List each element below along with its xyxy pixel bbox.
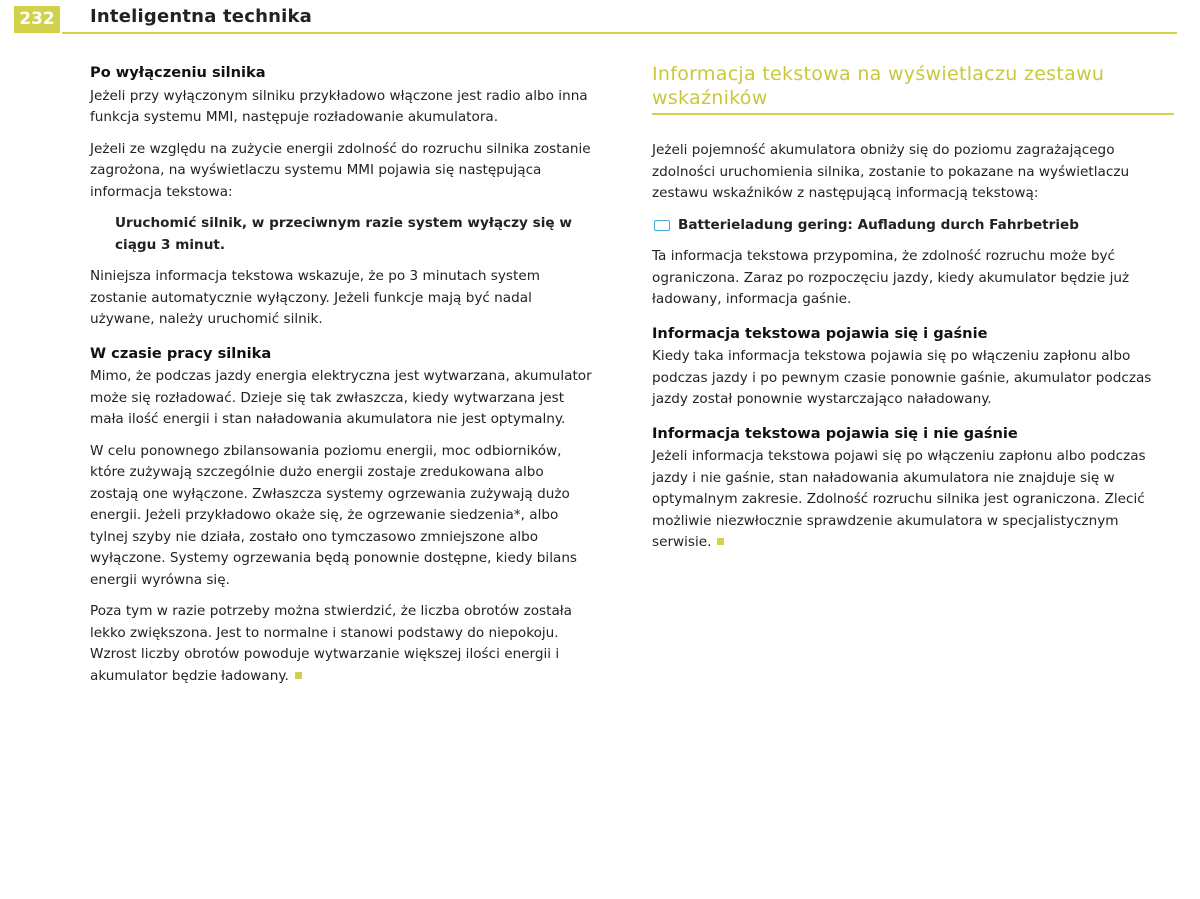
section-title: Informacja tekstowa na wyświetlaczu zestawu wskaźników bbox=[652, 63, 1105, 109]
mmi-message: Uruchomić silnik, w przeciwnym razie system wyłączy się w ciągu 3 minut. bbox=[115, 215, 572, 253]
left-column bbox=[90, 62, 595, 697]
paragraph: Mimo, że podczas jazdy energia elektryczna jest wytwarzana, akumulator może się rozładować. Dzieje się tak zwłaszcza, kiedy wytwarzana jest mała ilość energii i stan naładowania akumulatora nie jest optymalny. bbox=[90, 368, 592, 427]
header-divider bbox=[62, 32, 1177, 34]
heading-engine-running: W czasie pracy silnika bbox=[90, 344, 272, 362]
section-end-icon bbox=[295, 672, 302, 679]
paragraph: Jeżeli ze względu na zużycie energii zdolność do rozruchu silnika zostanie zagrożona, na wyświetlaczu systemu MMI pojawia się następująca informacja tekstowa: bbox=[90, 140, 591, 200]
paragraph bbox=[652, 446, 1164, 554]
heading-appears-and-goes-out: Informacja tekstowa pojawia się i gaśnie bbox=[652, 324, 988, 342]
display-message-text: Batterieladung gering: Aufladung durch Fahrbetrieb bbox=[678, 216, 1079, 233]
right-column bbox=[652, 62, 1164, 564]
paragraph: W celu ponownego zbilansowania poziomu energii, moc odbiorników, które zużywają szczególnie dużo energii zostaje zredukowana albo zostają one wyłączone. Zwłaszcza systemy ogrzewania zużywają dużo energii. Jeżeli przykładowo okaże się, że ogrzewanie siedzenia*, albo tylnej szyby nie działa, zostało ono tymczasowo zmniejszone albo wyłączone. Systemy ogrzewania będą ponownie dostępne, kiedy bilans energii wyrówna się. bbox=[90, 442, 578, 588]
paragraph: Kiedy taka informacja tekstowa pojawia się po włączeniu zapłonu albo podczas jazdy i po pewnym czasie ponownie gaśnie, akumulator podczas jazdy został ponownie wystarczająco naładowany. bbox=[652, 348, 1152, 407]
paragraph bbox=[90, 601, 595, 687]
paragraph-text: Jeżeli informacja tekstowa pojawi się po włączeniu zapłonu albo podczas jazdy i nie gaśnie, stan naładowania akumulatora nie znajduje się w optymalnym zakresie. Zdolność rozruchu silnika jest ograniczona. Zlecić możliwie niezwłocznie sprawdzenie akumulatora w specjalistycznym serwisie. bbox=[652, 448, 1146, 550]
paragraph: Jeżeli przy wyłączonym silniku przykładowo włączone jest radio albo inna funkcja systemu MMI, następuje rozładowanie akumulatora. bbox=[90, 87, 588, 125]
paragraph-text: Poza tym w razie potrzeby można stwierdzić, że liczba obrotów została lekko zwiększona. Jest to normalne i stanowi podstawy do niepokoju. Wzrost liczby obrotów powoduje wytwarzanie większej ilości energii i akumulator będzie ładowany. bbox=[90, 603, 572, 684]
heading-after-engine-off: Po wyłączeniu silnika bbox=[90, 64, 266, 81]
display-warning-icon bbox=[654, 220, 670, 231]
heading-appears-and-stays: Informacja tekstowa pojawia się i nie gaśnie bbox=[652, 424, 1018, 442]
display-message bbox=[652, 215, 1164, 237]
paragraph: Niniejsza informacja tekstowa wskazuje, że po 3 minutach system zostanie automatycznie wyłączony. Jeżeli funkcje mają być nadal używane, należy uruchomić silnik. bbox=[90, 268, 540, 327]
section-end-icon bbox=[717, 538, 724, 545]
paragraph: Jeżeli pojemność akumulatora obniży się do poziomu zagrażającego zdolności uruchomienia silnika, zostanie to pokazane na wyświetlaczu zestawu wskaźników z następującą informacją tekstową: bbox=[652, 142, 1130, 201]
page-number: 232 bbox=[14, 6, 60, 33]
section-divider bbox=[652, 113, 1174, 115]
page-header bbox=[0, 0, 1200, 40]
chapter-title: Inteligentna technika bbox=[90, 6, 313, 27]
paragraph: Ta informacja tekstowa przypomina, że zdolność rozruchu może być ograniczona. Zaraz po rozpoczęciu jazdy, kiedy akumulator będzie już ładowany, informacja gaśnie. bbox=[652, 248, 1130, 307]
